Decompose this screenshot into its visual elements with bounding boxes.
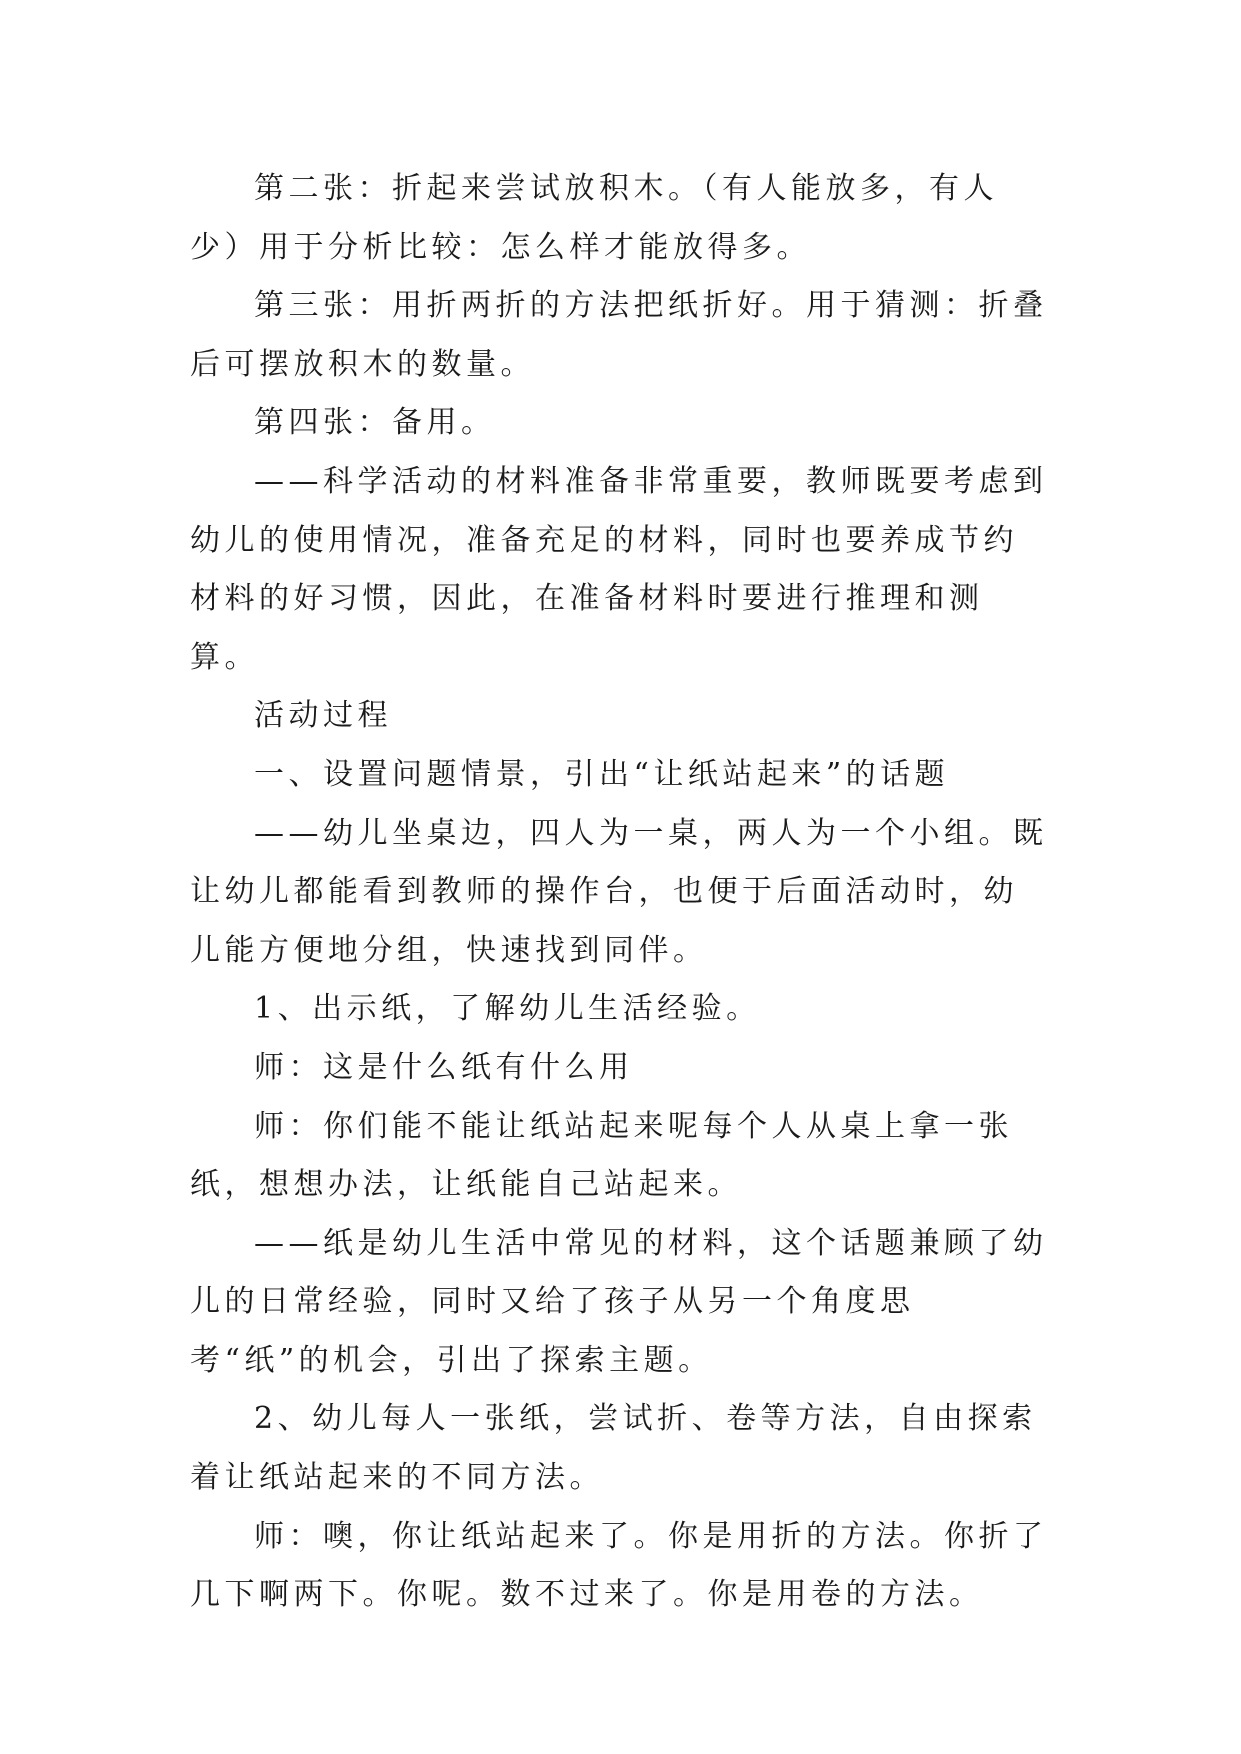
paragraph-teacher-dialogue: 师：噢，你让纸站起来了。你是用折的方法。你折了几下啊两下。你呢。数不过来了。你是用卷的方法。 [190, 1518, 1048, 1613]
paragraph-teacher-question-1: 师：这是什么纸有什么用 [254, 1049, 634, 1085]
list-item-2: 2、幼儿每人一张纸，尝试折、卷等方法，自由探索着让纸站起来的不同方法。 [190, 1401, 1037, 1496]
paragraph-card-four: 第四张：备用。 [254, 405, 496, 441]
subheading-step-one: 一、设置问题情景，引出“让纸站起来”的话题 [254, 756, 950, 792]
document-body [190, 160, 1050, 1625]
paragraph-card-two: 第二张：折起来尝试放积木。（有人能放多，有人少）用于分析比较：怎么样才能放得多。 [190, 171, 998, 265]
paragraph-seating-note: ——幼儿坐桌边，四人为一桌，两人为一个小组。既让幼儿都能看到教师的操作台，也便于后面活动时，幼儿能方便地分组，快速找到同伴。 [190, 815, 1048, 968]
paragraph-card-three: 第三张：用折两折的方法把纸折好。用于猜测：折叠后可摆放积木的数量。 [190, 288, 1048, 382]
paragraph-teacher-question-2: 师：你们能不能让纸站起来呢每个人从桌上拿一张纸，想想办法，让纸能自己站起来。 [190, 1108, 1013, 1203]
paragraph-material-note: ——科学活动的材料准备非常重要，教师既要考虑到幼儿的使用情况，准备充足的材料，同时也要养成节约材料的好习惯，因此，在准备材料时要进行推理和测算。 [190, 463, 1048, 675]
paragraph-paper-topic-note: ——纸是幼儿生活中常见的材料，这个话题兼顾了幼儿的日常经验，同时又给了孩子从另一个角度思考“纸”的机会，引出了探索主题。 [190, 1225, 1048, 1378]
section-heading-activity-process: 活动过程 [254, 698, 392, 734]
list-item-1: 1、出示纸，了解幼儿生活经验。 [254, 991, 761, 1027]
